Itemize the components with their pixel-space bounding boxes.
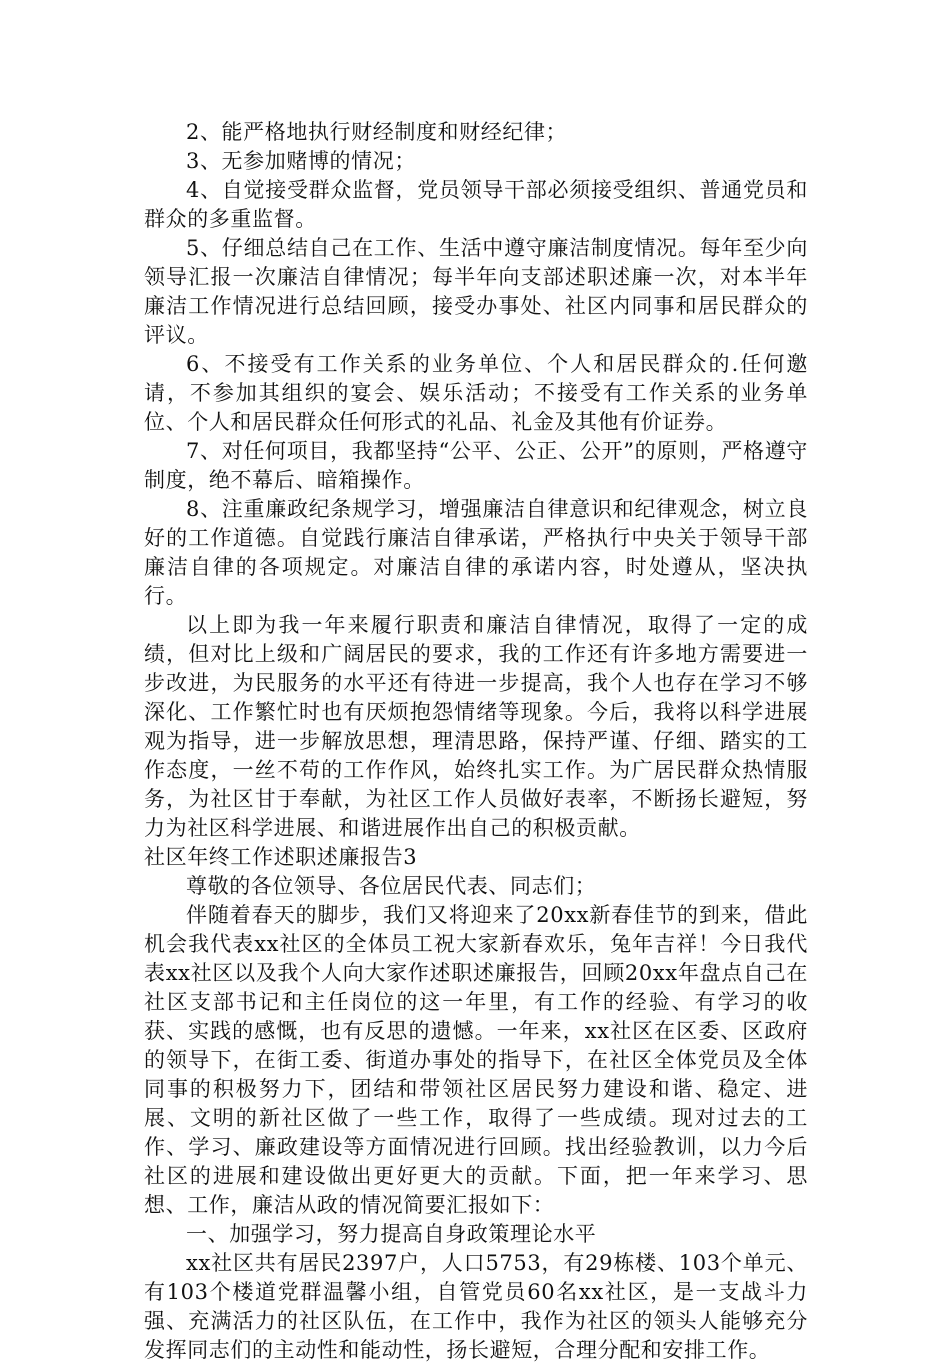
paragraph-item-6: 6、不接受有工作关系的业务单位、个人和居民群众的.任何邀请，不参加其组织的宴会、娱乐活动；不接受有工作关系的业务单位、个人和居民群众任何形式的礼品、礼金及其他有价证券。 xyxy=(144,352,808,434)
paragraph-item-4: 4、自觉接受群众监督，党员领导干部必须接受组织、普通党员和群众的多重监督。 xyxy=(144,178,808,231)
paragraph-item-7: 7、对任何项目，我都坚持“公平、公正、公开”的原则，严格遵守制度，绝不幕后、暗箱操作。 xyxy=(144,439,808,492)
subsection-heading: 一、加强学习，努力提高自身政策理论水平 xyxy=(186,1222,597,1246)
salutation: 尊敬的各位领导、各位居民代表、同志们； xyxy=(186,874,597,898)
paragraph-item-5: 5、仔细总结自己在工作、生活中遵守廉洁制度情况。每年至少向领导汇报一次廉洁自律情况；每半年向支部述职述廉一次，对本半年廉洁工作情况进行总结回顾，接受办事处、社区内同事和居民群众的评议。 xyxy=(144,236,808,347)
document-page xyxy=(144,118,808,1365)
paragraph-item-3: 3、无参加赌博的情况； xyxy=(186,149,416,173)
summary-paragraph: 以上即为我一年来履行职责和廉洁自律情况，取得了一定的成绩，但对比上级和广阔居民的要求，我的工作还有许多地方需要进一步改进，为民服务的水平还有待进一步提高，我个人也存在学习不够深化、工作繁忙时也有厌烦抱怨情绪等现象。今后，我将以科学进展观为指导，进一步解放思想，理清思路，保持严谨、仔细、踏实的工作态度，一丝不苟的工作作风，始终扎实工作。为广居民群众热情服务，为社区甘于奉献，为社区工作人员做好表率，不断扬长避短，努力为社区科学进展、和谐进展作出自己的积极贡献。 xyxy=(144,613,808,840)
paragraph-item-2: 2、能严格地执行财经制度和财经纪律； xyxy=(186,120,568,144)
section-heading: 社区年终工作述职述廉报告3 xyxy=(144,845,418,869)
intro-paragraph: 伴随着春天的脚步，我们又将迎来了20xx新春佳节的到来，借此机会我代表xx社区的全体员工祝大家新春欢乐，兔年吉祥！今日我代表xx社区以及我个人向大家作述职述廉报告，回顾20xx年盘点自己在社区支部书记和主任岗位的这一年里，有工作的经验、有学习的收获、实践的感慨，也有反思的遗憾。一年来，xx社区在区委、区政府的领导下，在街工委、街道办事处的指导下，在社区全体党员及全体同事的积极努力下，团结和带领社区居民努力建设和谐、稳定、进展、文明的新社区做了一些工作，取得了一些成绩。现对过去的工作、学习、廉政建设等方面情况进行回顾。找出经验教训，以力今后社区的进展和建设做出更好更大的贡献。下面，把一年来学习、思想、工作，廉洁从政的情况简要汇报如下： xyxy=(144,903,808,1217)
community-paragraph: xx社区共有居民2397户，人口5753，有29栋楼、103个单元、有103个楼道党群温馨小组，自管党员60名xx社区，是一支战斗力强、充满活力的社区队伍，在工作中，我作为社区的领头人能够充分发挥同志们的主动性和能动性，扬长避短，合理分配和安排工作。 xyxy=(144,1251,808,1362)
paragraph-item-8: 8、注重廉政纪条规学习，增强廉洁自律意识和纪律观念，树立良好的工作道德。自觉践行廉洁自律承诺，严格执行中央关于领导干部廉洁自律的各项规定。对廉洁自律的承诺内容，时处遵从，坚决执行。 xyxy=(144,497,808,608)
